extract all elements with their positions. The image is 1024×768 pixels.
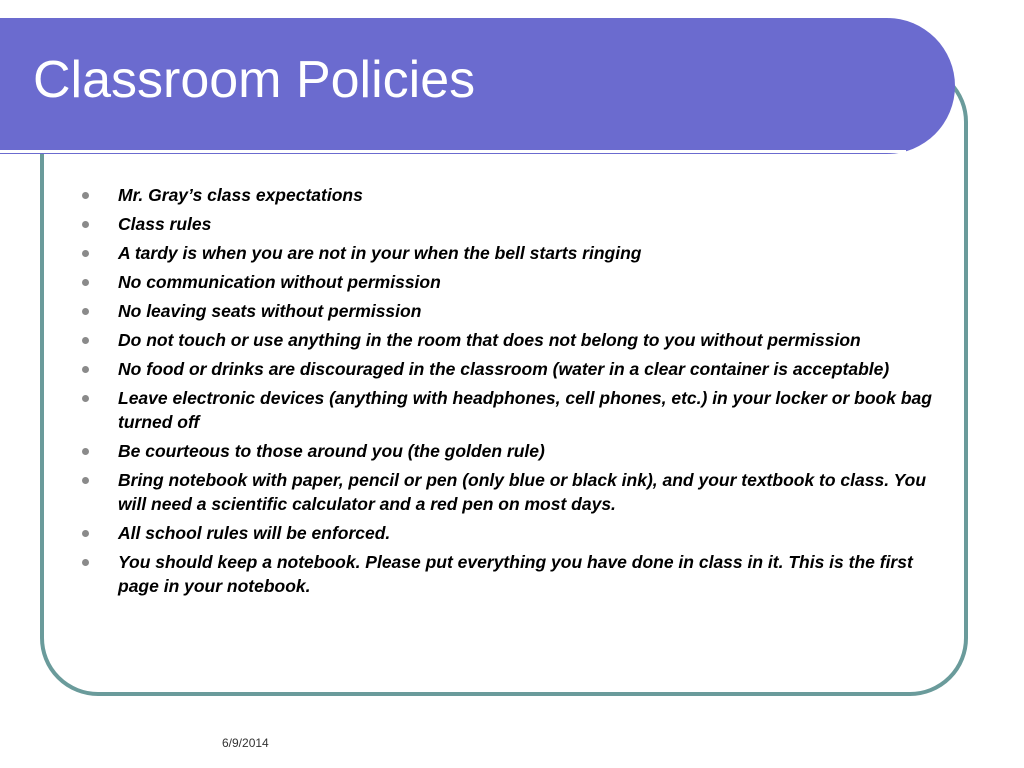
bullet-dot-icon — [82, 192, 89, 199]
bullet-item — [80, 299, 950, 323]
title-underline — [0, 150, 906, 153]
bullet-text: All school rules will be enforced. — [118, 523, 391, 543]
bullet-text: Be courteous to those around you (the golden rule) — [118, 441, 545, 461]
bullet-text: Bring notebook with paper, pencil or pen (only blue or black ink), and your textbook to class. You will need a scientific calculator and a red pen on most days. — [118, 470, 927, 514]
bullet-text: Leave electronic devices (anything with headphones, cell phones, etc.) in your locker or book bag turned off — [118, 388, 932, 432]
bullet-item — [80, 212, 950, 236]
footer-date: 6/9/2014 — [222, 736, 269, 750]
bullet-text: No leaving seats without permission — [118, 301, 422, 321]
bullet-text: Mr. Gray’s class expectations — [118, 185, 363, 205]
bullet-text: You should keep a notebook. Please put everything you have done in class in it. This is the first page in your notebook. — [118, 552, 913, 596]
bullet-text: A tardy is when you are not in your when the bell starts ringing — [118, 243, 642, 263]
bullet-item — [80, 270, 950, 294]
bullet-dot-icon — [82, 308, 89, 315]
bullet-list — [80, 183, 950, 603]
bullet-item — [80, 468, 950, 516]
bullet-dot-icon — [82, 448, 89, 455]
bullet-dot-icon — [82, 530, 89, 537]
bullet-item — [80, 386, 950, 434]
slide-title: Classroom Policies — [33, 51, 476, 109]
bullet-item — [80, 241, 950, 265]
bullet-dot-icon — [82, 395, 89, 402]
bullet-dot-icon — [82, 477, 89, 484]
bullet-text: Class rules — [118, 214, 212, 234]
bullet-text: No food or drinks are discouraged in the classroom (water in a clear container is acceptable) — [118, 359, 890, 379]
bullet-text: Do not touch or use anything in the room that does not belong to you without permission — [118, 330, 861, 350]
bullet-dot-icon — [82, 337, 89, 344]
bullet-dot-icon — [82, 250, 89, 257]
bullet-item — [80, 328, 950, 352]
bullet-item — [80, 183, 950, 207]
bullet-dot-icon — [82, 366, 89, 373]
bullet-dot-icon — [82, 221, 89, 228]
bullet-text: No communication without permission — [118, 272, 441, 292]
bullet-dot-icon — [82, 279, 89, 286]
bullet-item — [80, 357, 950, 381]
bullet-item — [80, 521, 950, 545]
bullet-item — [80, 550, 950, 598]
bullet-item — [80, 439, 950, 463]
bullet-dot-icon — [82, 559, 89, 566]
